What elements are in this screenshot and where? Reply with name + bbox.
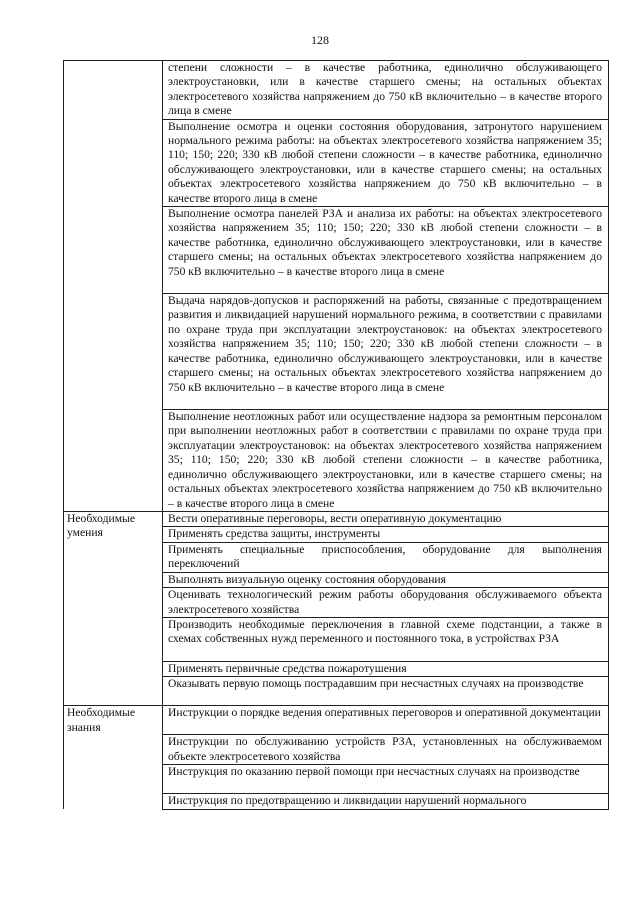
- table-row: [64, 512, 609, 527]
- table-cell: Инструкция по оказанию первой помощи при несчастных случаях на производстве: [163, 765, 609, 794]
- table-cell: степени сложности – в качестве работника, единолично обслуживающего электроустановки, или в качестве старшего смены; на остальных объектах электросетевого хозяйства напряжением до 750 кВ включительно – в качестве второго лица в смене: [163, 61, 609, 120]
- section-label: [64, 61, 163, 512]
- table-row: [64, 61, 609, 120]
- section-label: Необходимые знания: [64, 706, 163, 809]
- table-cell: Инструкции о порядке ведения оперативных переговоров и оперативной документации: [163, 706, 609, 735]
- table-cell: Применять средства защиты, инструменты: [163, 527, 609, 542]
- table-cell: Выполнять визуальную оценку состояния оборудования: [163, 572, 609, 587]
- competency-table: [63, 60, 609, 810]
- table-cell: Инструкции по обслуживанию устройств РЗА, установленных на обслуживаемом объекте электросетевого хозяйства: [163, 735, 609, 765]
- table-cell: Применять специальные приспособления, оборудование для выполнения переключений: [163, 542, 609, 572]
- table-cell: Производить необходимые переключения в главной схеме подстанции, а также в схемах собственных нужд переменного и постоянного тока, в устройствах РЗА: [163, 617, 609, 661]
- table-cell: Оказывать первую помощь пострадавшим при несчастных случаях на производстве: [163, 677, 609, 706]
- table-row: [64, 706, 609, 735]
- table-cell: Выполнение осмотра и оценки состояния оборудования, затронутого нарушением нормального режима работы: на объектах электросетевого хозяйства напряжением 35; 110; 150; 220; 330 кВ любой степени сложности – в качестве работника, единолично обслуживающего электроустановки, или в качестве старшего смены; на остальных объектах электросетевого хозяйства напряжением до 750 кВ включительно – в качестве второго лица в смене: [163, 119, 609, 206]
- table-cell: Выполнение неотложных работ или осуществление надзора за ремонтным персоналом при выполнении неотложных работ в соответствии с правилами по охране труда при эксплуатации электроустановок: на объектах электросетевого хозяйства напряжением 35; 110; 150; 220; 330 кВ любой степени сложности – в качестве работника, единолично обслуживающего электроустановки, или в качестве старшего смены; на остальных объектах электросетевого хозяйства напряжением до 750 кВ включительно – в качестве второго лица в смене: [163, 410, 609, 512]
- table-cell: Применять первичные средства пожаротушения: [163, 661, 609, 676]
- table-cell: Оценивать технологический режим работы оборудования обслуживаемого объекта электросетевого хозяйства: [163, 588, 609, 618]
- page-number: 128: [311, 33, 329, 47]
- section-label: Необходимые умения: [64, 512, 163, 706]
- table-cell: Вести оперативные переговоры, вести оперативную документацию: [163, 512, 609, 527]
- table-cell: Выдача нарядов-допусков и распоряжений на работы, связанные с предотвращением развития и ликвидацией нарушений нормального режима, в соответствии с правилами по охране труда при эксплуатации электроустановок: на объектах электросетевого хозяйства напряжением 35; 110; 150; 220; 330 кВ любой степени сложности – в качестве работника, единолично обслуживающего электроустановки, или в качестве старшего смены; на остальных объектах электросетевого хозяйства напряжением до 750 кВ включительно – в качестве второго лица в смене: [163, 294, 609, 410]
- table-cell: Инструкция по предотвращению и ликвидации нарушений нормального: [163, 794, 609, 809]
- table-cell: Выполнение осмотра панелей РЗА и анализа их работы: на объектах электросетевого хозяйства напряжением 35; 110; 150; 220; 330 кВ любой степени сложности – в качестве работника, единолично обслуживающего электроустановки, или в качестве старшего смены; на остальных объектах электросетевого хозяйства напряжением до 750 кВ включительно – в качестве второго лица в смене: [163, 207, 609, 294]
